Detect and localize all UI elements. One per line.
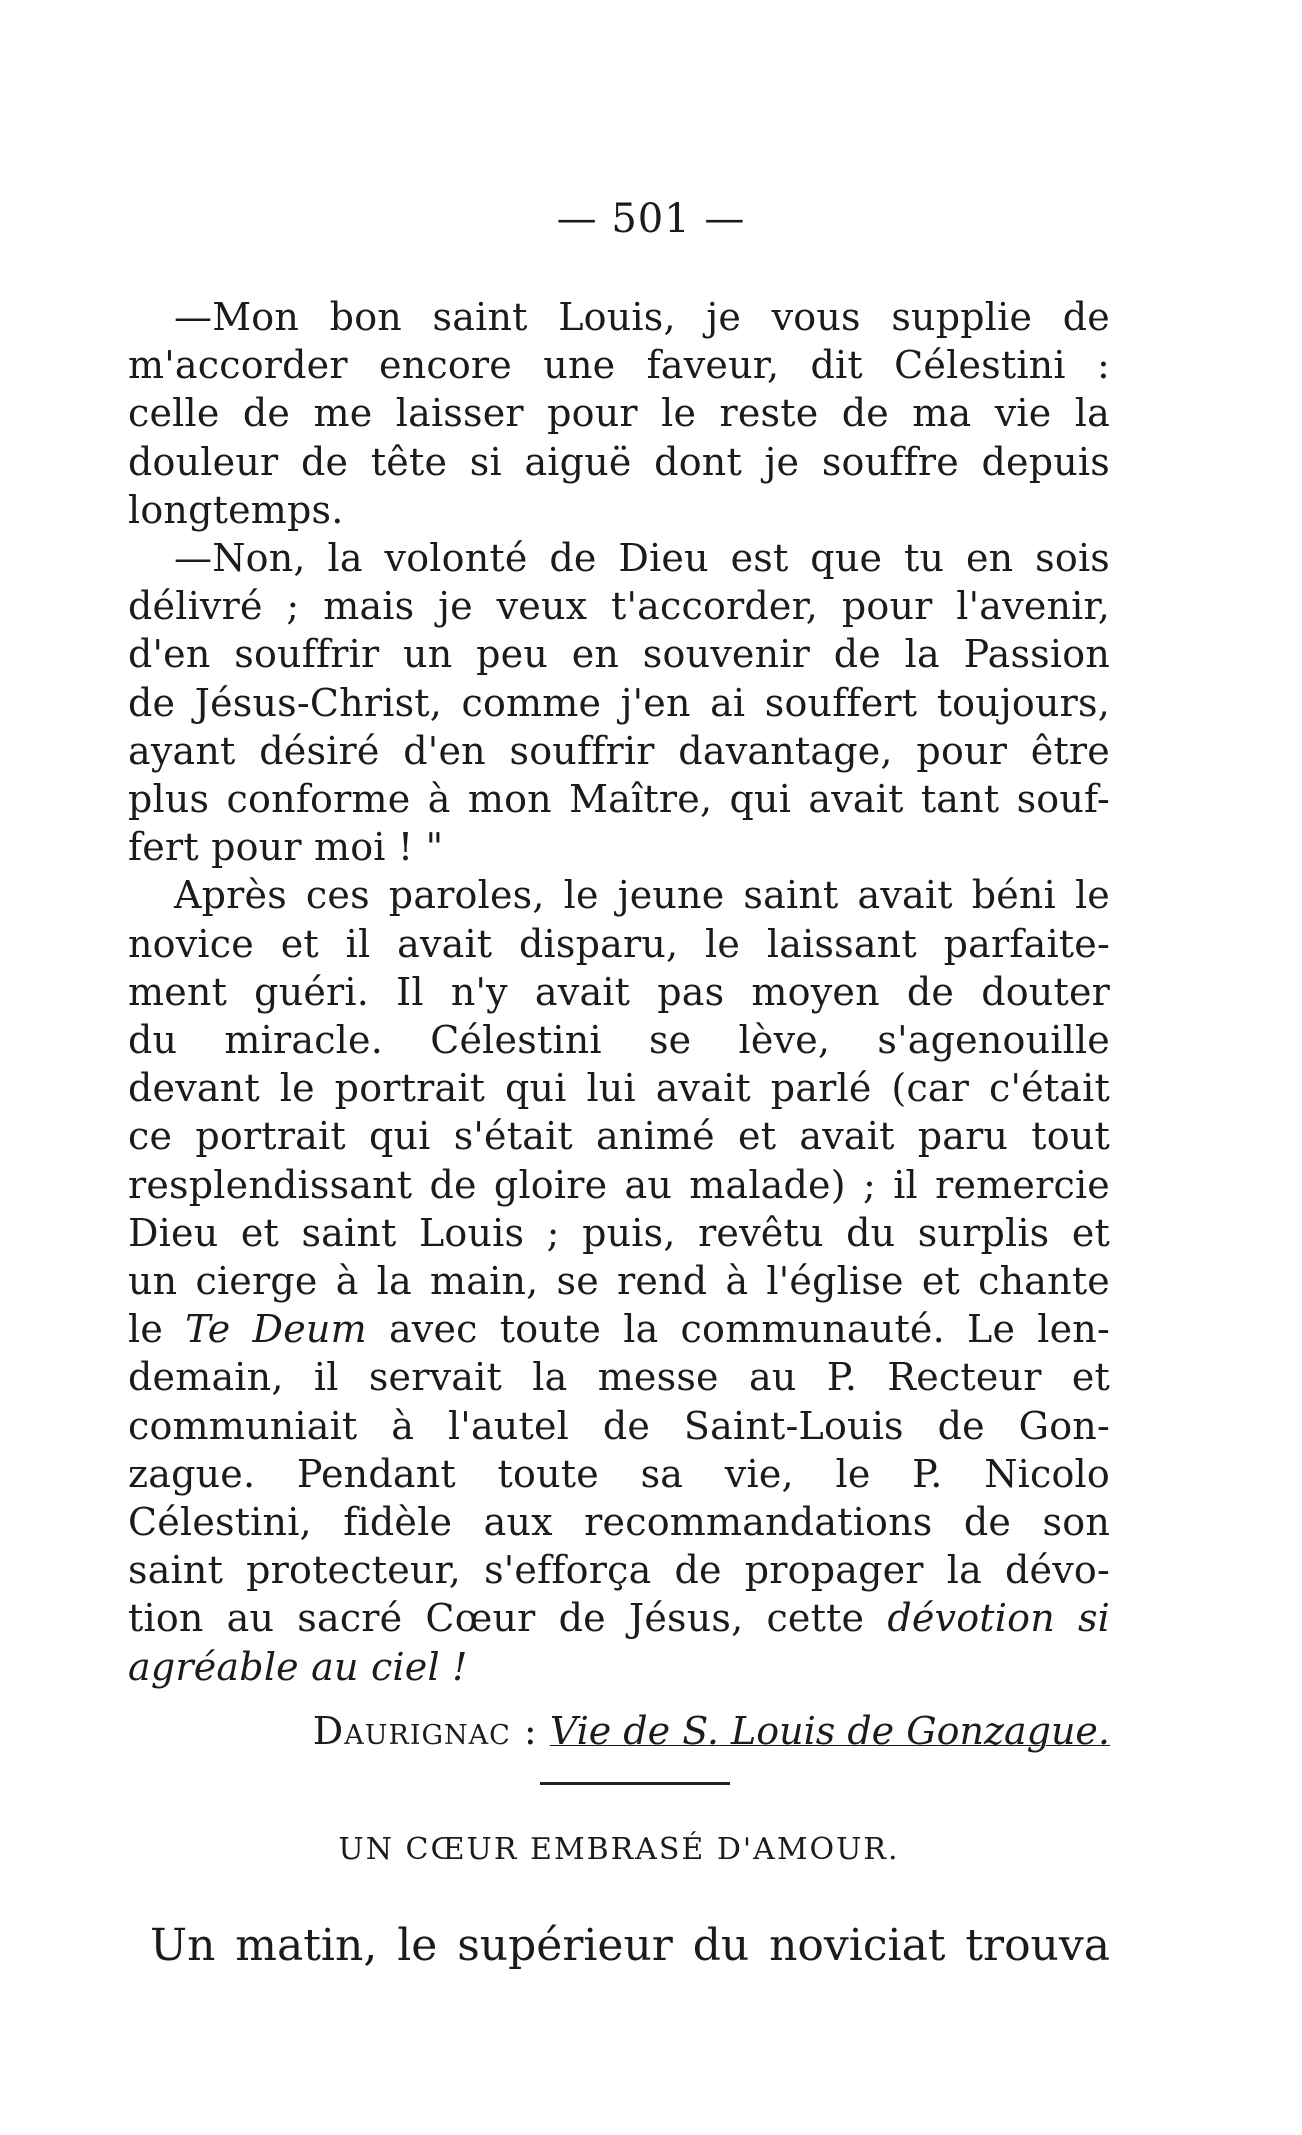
text-line: novice et il avait disparu, le laissant parfaite-: [128, 921, 1110, 966]
opening-line: Un matin, le supérieur du noviciat trouva: [150, 1920, 1110, 1971]
text-line: tion au sacré Cœur de Jésus, cette dévotion si: [128, 1596, 1110, 1641]
text-line: plus conforme à mon Maître, qui avait tant souf-: [128, 777, 1110, 821]
text-line: du miracle. Célestini se lève, s'agenouille: [128, 1018, 1110, 1062]
emphasis: Te Deum: [185, 1307, 367, 1352]
text-line: délivré ; mais je veux t'accorder, pour l'avenir,: [128, 584, 1110, 629]
text-line: —Mon bon saint Louis, je vous supplie de: [174, 295, 1110, 339]
text-line: Célestini, fidèle aux recommandations de son: [128, 1500, 1110, 1544]
page-number: — 501 —: [556, 196, 746, 242]
text-line: devant le portrait qui lui avait parlé (car c'était: [128, 1066, 1110, 1111]
section-divider: [540, 1782, 730, 1785]
text-line: zague. Pendant toute sa vie, le P. Nicolo: [128, 1451, 1110, 1496]
citation-author: Daurignac :: [312, 1709, 538, 1753]
text-line: Après ces paroles, le jeune saint avait béni le: [174, 873, 1110, 918]
text-line: communiait à l'autel de Saint-Louis de Gon-: [128, 1403, 1110, 1448]
citation-title: Vie de S. Louis de Gonzague.: [549, 1709, 1110, 1753]
text-line: ment guéri. Il n'y avait pas moyen de douter: [128, 969, 1110, 1014]
text-line: longtemps.: [128, 487, 344, 532]
citation: [128, 1706, 1110, 1756]
emphasis: agréable au ciel !: [128, 1644, 468, 1689]
text-line: Dieu et saint Louis ; puis, revêtu du surplis et: [128, 1210, 1110, 1255]
text-line: resplendissant de gloire au malade) ; il remercie: [128, 1162, 1110, 1207]
emphasis: dévotion si: [887, 1596, 1110, 1641]
text-line: ayant désiré d'en souffrir davantage, pour être: [128, 728, 1110, 773]
section-heading: UN CŒUR EMBRASÉ D'AMOUR.: [338, 1832, 900, 1867]
text-line: m'accorder encore une faveur, dit Célestini :: [128, 343, 1110, 388]
text-line: ce portrait qui s'était animé et avait paru tout: [128, 1114, 1110, 1159]
text-line: celle de me laisser pour le reste de ma vie la: [128, 391, 1110, 436]
text-line: le Te Deum avec toute la communauté. Le len-: [128, 1307, 1110, 1352]
text-line: saint protecteur, s'efforça de propager la dévo-: [128, 1548, 1110, 1593]
text-line: d'en souffrir un peu en souvenir de la Passion: [128, 632, 1110, 677]
text-line: douleur de tête si aiguë dont je souffre depuis: [128, 439, 1110, 484]
text-line: demain, il servait la messe au P. Recteur et: [128, 1355, 1110, 1400]
text-line: —Non, la volonté de Dieu est que tu en sois: [174, 536, 1110, 580]
text-line: [128, 1642, 1110, 1692]
text-line: de Jésus-Christ, comme j'en ai souffert toujours,: [128, 680, 1110, 725]
text-line: un cierge à la main, se rend à l'église et chante: [128, 1259, 1110, 1303]
text-line: fert pour moi ! ": [128, 825, 444, 870]
